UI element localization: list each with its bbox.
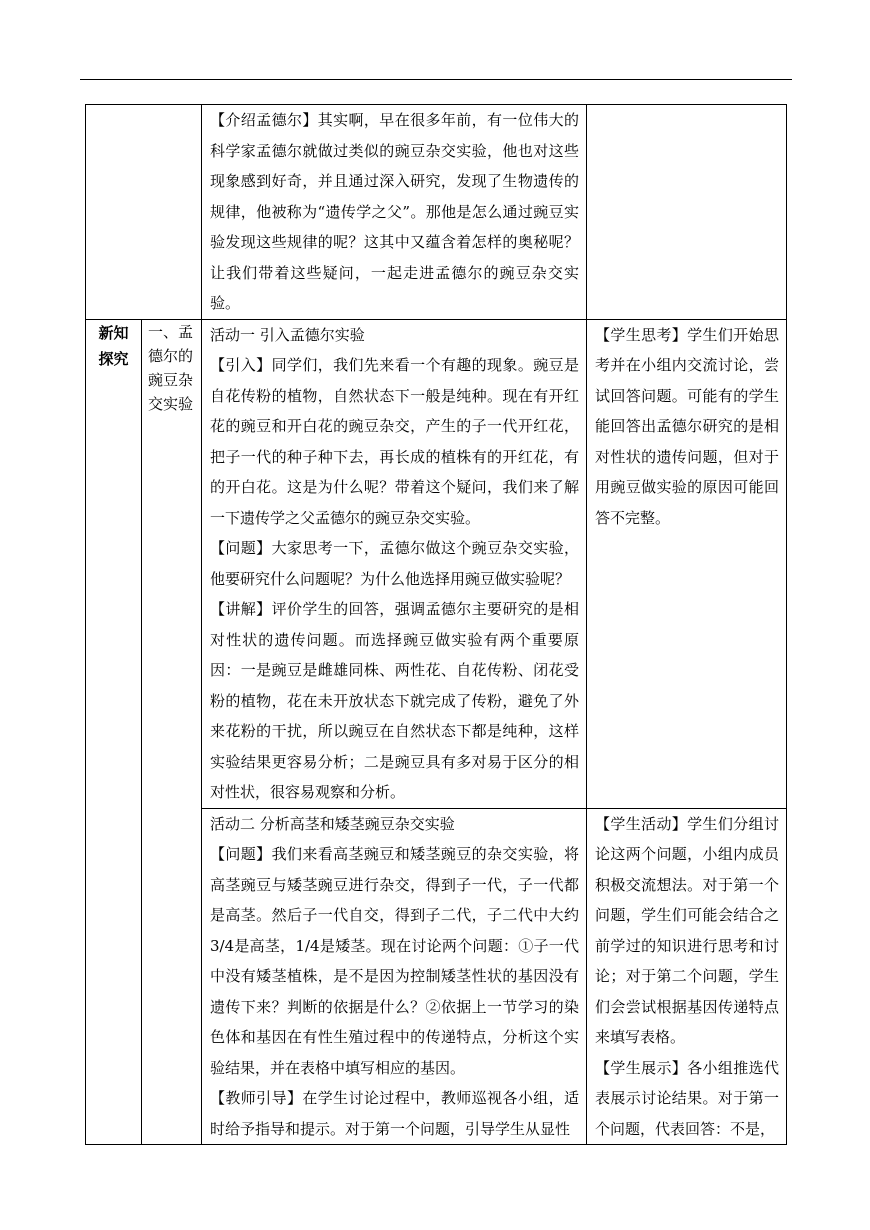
student-paragraph: 【学生思考】学生们开始思考并在小组内交流讨论，尝试回答问题。可能有的学生能回答出孟德尔研究的是相对性状的遗传问题，但对于用豌豆做实验的原因可能回答不完整。 (595, 325, 779, 527)
student-paragraph: 【学生活动】学生们分组讨论这两个问题，小组内成员积极交流想法。对于第一个问题，学生们可能会结合之前学过的知识进行思考和讨论；对于第二个问题，学生们会尝试根据基因传递特点来填写表格。 (595, 814, 779, 1046)
teacher-paragraph: 【问题】我们来看高茎豌豆和矮茎豌豆的杂交实验，将高茎豌豆与矮茎豌豆进行杂交，得到子一代，子一代都是高茎。然后子一代自交，得到子二代，子二代中大约3/4是高茎，1/4是矮茎。现在讨论两个问题：①子一代中没有矮茎植株，是不是因为控制矮茎性状的基因没有遗传下来？判断的依据是什么？②依据上一节学习的染色体和基因在有性生殖过程中的传递特点，分析这个实验结果，并在表格中填写相应的基因。 (210, 845, 579, 1077)
student-activity-cell (587, 808, 787, 1145)
teacher-activity-cell (202, 808, 587, 1145)
section-label: 一、孟德尔的豌豆杂交实验 (148, 322, 194, 413)
section-cell (142, 319, 202, 1145)
teacher-paragraph: 【引入】同学们，我们先来看一个有趣的现象。豌豆是自花传粉的植物，自然状态下一般是纯种。现在有开红花的豌豆和开白花的豌豆杂交，产生的子一代开红花，把子一代的种子种下去，再长成的植株有的开红花，有的开白花。这是为什么呢？带着这个疑问，我们来了解一下遗传学之父孟德尔的豌豆杂交实验。 (210, 356, 579, 527)
teacher-paragraph: 【讲解】评价学生的回答，强调孟德尔主要研究的是相对性状的遗传问题。而选择豌豆做实验有两个重要原因：一是豌豆是雌雄同株、两性花、自花传粉、闭花受粉的植物，花在未开放状态下就完成了传粉，避免了外来花粉的干扰，所以豌豆在自然状态下都是纯种，这样实验结果更容易分析；二是豌豆具有多对易于区分的相对性状，很容易观察和分析。 (210, 600, 579, 801)
stage-cell-empty (86, 105, 202, 320)
teacher-activity-cell (202, 319, 587, 808)
student-activity-cell (587, 105, 787, 320)
teacher-paragraph: 【介绍孟德尔】其实啊，早在很多年前，有一位伟大的科学家孟德尔就做过类似的豌豆杂交实验，他也对这些现象感到好奇，并且通过深入研究，发现了生物遗传的规律，他被称为“遗传学之父”。那他是怎么通过豌豆实验发现这些规律的呢？这其中又蕴含着怎样的奥秘呢？让我们带着这些疑问，一起走进孟德尔的豌豆杂交实验。 (210, 111, 579, 312)
stage-label: 新知探究 (98, 323, 129, 368)
stage-cell (86, 319, 142, 1145)
activity-title: 活动一 引入孟德尔实验 (210, 325, 365, 344)
student-activity-cell (587, 319, 787, 808)
student-paragraph: 【学生展示】各小组推选代表展示讨论结果。对于第一个问题，代表回答：不是， (595, 1058, 779, 1138)
header-rule (80, 79, 792, 80)
table-row-activity-1 (86, 319, 787, 808)
activity-title: 活动二 分析高茎和矮茎豌豆杂交实验 (210, 814, 455, 833)
teacher-paragraph: 【教师引导】在学生讨论过程中，教师巡视各小组，适时给予指导和提示。对于第一个问题，引导学生从显性 (210, 1089, 579, 1138)
table-row-intro (86, 105, 787, 320)
teacher-paragraph: 【问题】大家思考一下，孟德尔做这个豌豆杂交实验，他要研究什么问题呢？为什么他选择用豌豆做实验呢？ (210, 539, 579, 588)
lesson-plan-table (85, 104, 787, 1145)
teacher-activity-cell (202, 105, 587, 320)
